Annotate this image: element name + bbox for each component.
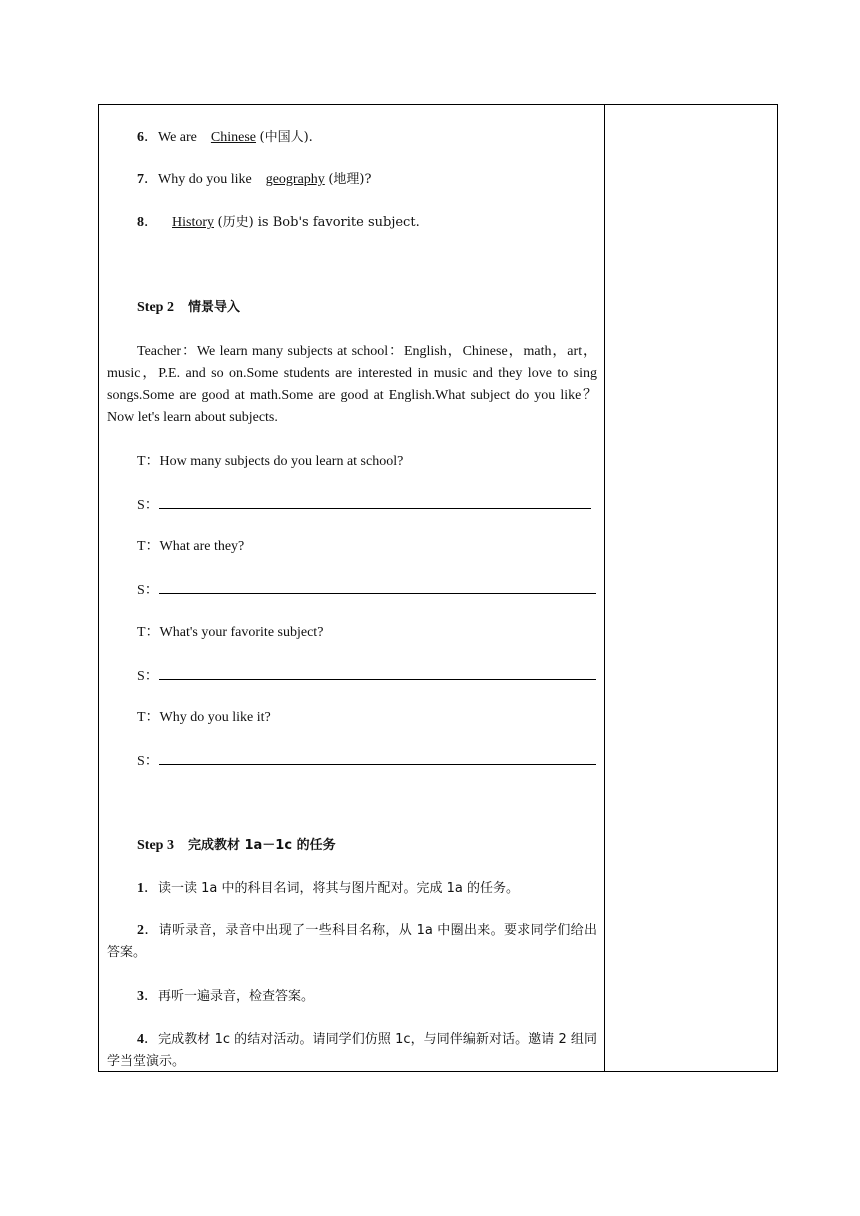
step2-heading: [107, 297, 597, 319]
exercise-item-8: 8． History (历史) is Bob's favorite subject.: [137, 215, 420, 230]
item-text: We are: [158, 130, 197, 145]
item-text: (历史) is Bob's favorite subject.: [217, 215, 420, 230]
answer-line[interactable]: [159, 579, 596, 594]
task-item-3: 3．再听一遍录音，检查答案。: [137, 989, 315, 1004]
step-label: Step 2: [137, 300, 174, 315]
dialog-teacher-2: T：What are they?: [137, 539, 245, 554]
item-number: 2: [137, 923, 144, 938]
item-number: 6: [137, 130, 144, 145]
item-text: Why do you like: [158, 172, 252, 187]
item-number: 1: [137, 881, 144, 896]
teacher-paragraph: Teacher：We learn many subjects at school：English，Chinese，math，art，music，P.E. and so on.Some students are interested in music and they love to sing songs.Some are good at math.Some are good at English.What subject do you like？Now let's learn about subjects.: [107, 344, 597, 425]
lesson-table: [98, 104, 778, 1072]
dialog-student-1: S：: [107, 494, 597, 517]
notes-cell: [605, 105, 777, 1071]
item-answer: geography: [265, 172, 325, 187]
step-label: Step 3: [137, 838, 174, 853]
dialog-teacher-4: T：Why do you like it?: [137, 710, 271, 725]
item-text: 请听录音，录音中出现了一些科目名称，从 1a 中圈出来。要求同学们给出答案。: [107, 923, 597, 960]
answer-line[interactable]: [159, 494, 591, 509]
step-title: 完成教材 1a－1c 的任务: [187, 838, 336, 853]
item-text: 再听一遍录音，检查答案。: [158, 989, 315, 1004]
item-text: 完成教材 1c 的结对活动。请同学们仿照 1c，与同伴编新对话。邀请 2 组同学当堂演示。: [107, 1032, 597, 1069]
dialog-student-2: S：: [107, 579, 597, 602]
exercise-item-7: 7．Why do you like geography (地理)?: [137, 172, 372, 187]
item-answer: Chinese: [210, 130, 257, 145]
exercise-item-6: 6．We are Chinese (中国人).: [137, 130, 313, 145]
item-number: 7: [137, 172, 144, 187]
item-answer: History: [172, 215, 214, 230]
dialog-student-3: S：: [107, 665, 597, 688]
dialog-teacher-1: T：How many subjects do you learn at school?: [137, 454, 404, 469]
item-text: 读一读 1a 中的科目名词，将其与图片配对。完成 1a 的任务。: [158, 881, 520, 896]
item-number: 8: [137, 215, 144, 230]
task-item-4: 4．完成教材 1c 的结对活动。请同学们仿照 1c，与同伴编新对话。邀请 2 组同学当堂演示。: [107, 1032, 597, 1069]
dialog-teacher-3: T：What's your favorite subject?: [137, 625, 324, 640]
item-hint: (中国人).: [259, 130, 313, 145]
answer-line[interactable]: [159, 750, 596, 765]
item-number: 3: [137, 989, 144, 1004]
dialog-student-4: S：: [107, 750, 597, 773]
step-title: 情景导入: [187, 300, 240, 315]
answer-line[interactable]: [159, 665, 596, 680]
item-hint: (地理)?: [328, 172, 372, 187]
task-item-1: 1．读一读 1a 中的科目名词，将其与图片配对。完成 1a 的任务。: [137, 881, 520, 896]
item-number: 4: [137, 1032, 144, 1047]
task-item-2: 2．请听录音，录音中出现了一些科目名称，从 1a 中圈出来。要求同学们给出答案。: [107, 923, 597, 960]
step3-heading: [107, 835, 597, 857]
